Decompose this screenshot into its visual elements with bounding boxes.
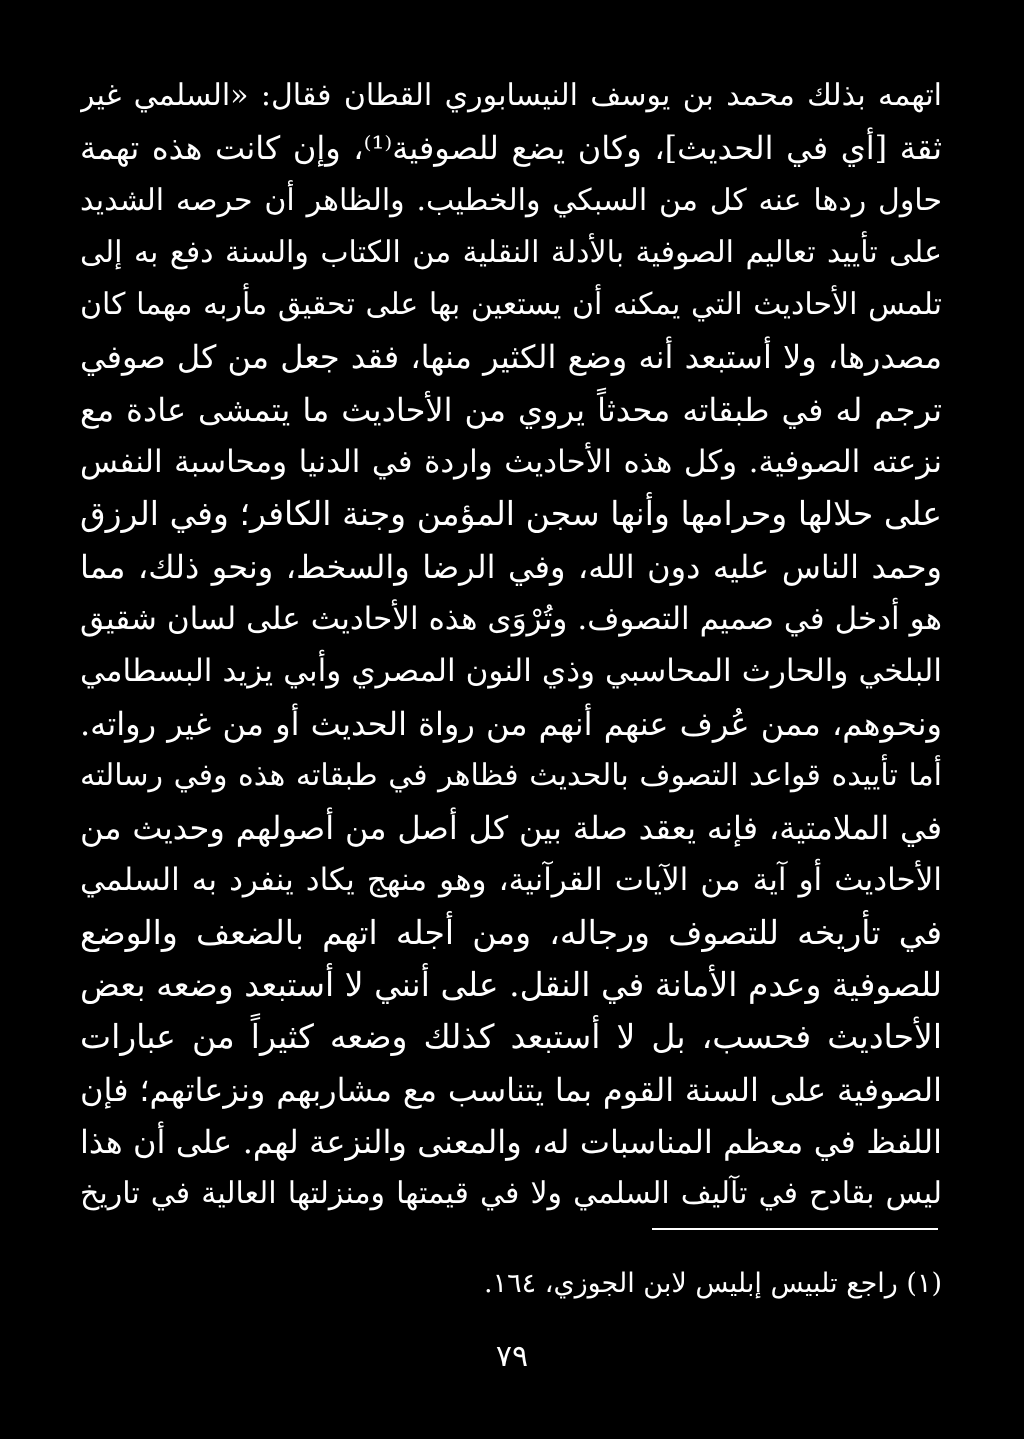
page-number: ٧٩: [495, 1339, 529, 1374]
text-line: اتهمه بذلك محمد بن يوسف النيسابوري القطان فقال: «السلمي غير: [80, 78, 942, 113]
text-line: تلمس الأحاديث التي يمكنه أن يستعين بها على تحقيق مأربه مهما كان: [80, 287, 942, 323]
text-line: ليس بقادح في تآليف السلمي ولا في قيمتها ومنزلتها العالية في تاريخ: [80, 1176, 942, 1212]
text-line: للصوفية وعدم الأمانة في النقل. على أنني لا أستبعد وضعه بعض: [80, 965, 942, 1005]
text-line: اللفظ في معظم المناسبات له، والمعنى والنزعة لهم. على أن هذا: [80, 1122, 942, 1161]
text-line: ونحوهم، ممن عُرف عنهم أنهم من رواة الحديث أو من غير رواته.: [80, 704, 942, 743]
text-line: هو أدخل في صميم التصوف. وتُرْوَى هذه الأحاديث على لسان شقيق: [80, 600, 942, 637]
text-line: ثقة [أي في الحديث]، وكان يضع للصوفية⁽¹⁾، وإن كانت هذه تهمة: [80, 129, 942, 168]
text-line: الأحاديث فحسب، بل لا أستبعد كذلك وضعه كثيراً من عبارات: [80, 1017, 942, 1057]
text-line: مصدرها، ولا أستبعد أنه وضع الكثير منها، فقد جعل من كل صوفي: [80, 338, 942, 377]
text-line: ترجم له في طبقاته محدثاً يروي من الأحاديث ما يتمشى عادة مع: [80, 390, 942, 429]
footnote: (١) راجع تلبيس إبليس لابن الجوزي، ١٦٤.: [484, 1268, 942, 1299]
text-line: الصوفية على السنة القوم بما يتناسب مع مشاربهم ونزعاتهم؛ فإن: [80, 1070, 942, 1109]
text-line: على حلالها وحرامها وأنها سجن المؤمن وجنة الكافر؛ وفي الرزق: [80, 494, 942, 534]
text-line: نزعته الصوفية. وكل هذه الأحاديث واردة في الدنيا ومحاسبة النفس: [80, 444, 942, 481]
text-line: في الملامتية، فإنه يعقد صلة بين كل أصل من أصولهم وحديث من: [80, 809, 942, 848]
text-line: البلخي والحارث المحاسبي وذي النون المصري وأبي يزيد البسطامي: [80, 653, 942, 690]
text-line: على تأييد تعاليم الصوفية بالأدلة النقلية من الكتاب والسنة دفع به إلى: [80, 234, 942, 270]
body-text: [80, 70, 942, 1221]
text-line: في تأريخه للتصوف ورجاله، ومن أجله اتهم بالضعف والوضع: [80, 912, 942, 952]
footnote-divider: [652, 1228, 938, 1230]
text-line: الأحاديث أو آية من الآيات القرآنية، وهو منهج يكاد ينفرد به السلمي: [80, 862, 942, 899]
text-line: وحمد الناس عليه دون الله، وفي الرضا والسخط، ونحو ذلك، مما: [80, 547, 942, 586]
text-line: حاول ردها عنه كل من السبكي والخطيب. والظاهر أن حرصه الشديد: [80, 182, 942, 218]
text-line: أما تأييده قواعد التصوف بالحديث فظاهر في طبقاته هذه وفي رسالته: [80, 757, 942, 793]
